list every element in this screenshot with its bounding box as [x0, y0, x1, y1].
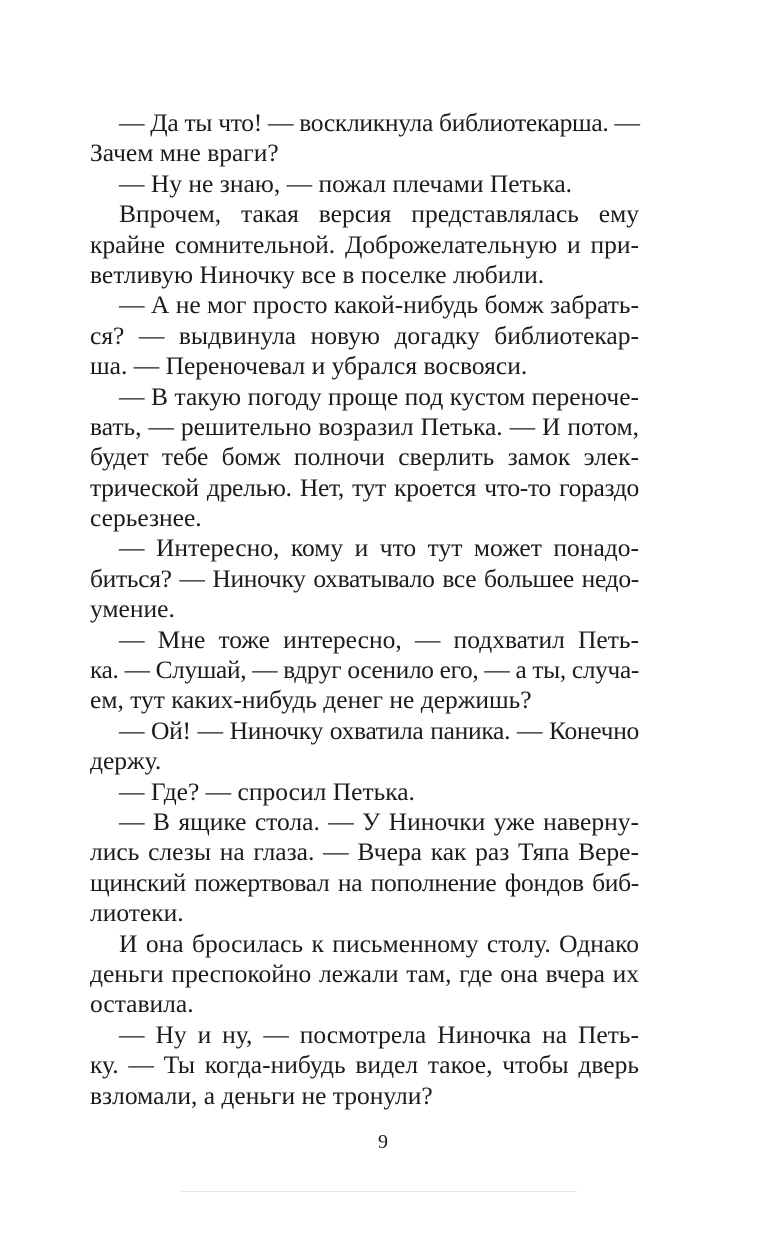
text-line: — Ну не знаю, — пожал плечами Петька.: [119, 168, 573, 198]
text-line: деньги преспокойно лежали там, где она вчера их: [90, 958, 639, 988]
page-number: 9: [378, 1131, 388, 1153]
text-line: ша. — Переночевал и убрался восвояси.: [90, 351, 528, 381]
text-line: крайне сомнительной. Доброжелательную и при-: [90, 229, 639, 259]
text-line: щинский пожертвовал на пополнение фондов биб-: [90, 867, 639, 897]
text-line: И она бросилась к письменному столу. Однако: [119, 928, 639, 958]
text-line: ку. — Ты когда-нибудь видел такое, чтобы дверь: [90, 1050, 639, 1080]
text-line: трической дрелью. Нет, тут кроется что-то гораздо: [90, 472, 639, 502]
text-line: ся? — выдвинула новую догадку библиотекар-: [90, 320, 639, 350]
text-line: умение.: [90, 594, 175, 624]
text-line: Зачем мне враги?: [90, 138, 279, 168]
text-line: взломали, а деньги не тронули?: [90, 1080, 433, 1110]
text-line: — А не мог просто какой-нибудь бомж забрать-: [119, 290, 639, 320]
text-line: биться? — Ниночку охватывало все большее недо-: [90, 563, 639, 593]
text-line: — В ящике стола. — У Ниночки уже наверну-: [119, 806, 639, 836]
text-line: Впрочем, такая версия представлялась ему: [119, 199, 639, 229]
footer-divider: [181, 1191, 577, 1192]
text-line: лись слезы на глаза. — Вчера как раз Тяпа Вере-: [90, 837, 639, 867]
text-line: — Интересно, кому и что тут может понадо-: [119, 533, 639, 563]
text-line: ем, тут каких-нибудь денег не держишь?: [90, 685, 532, 715]
text-line: лиотеки.: [90, 898, 184, 928]
text-line: держу.: [90, 746, 162, 776]
text-line: ветливую Ниночку все в поселке любили.: [90, 259, 545, 289]
text-line: вать, — решительно возразил Петька. — И потом,: [90, 411, 639, 441]
text-line: ка. — Слушай, — вдруг осенило его, — а ты, случа-: [90, 656, 639, 685]
text-line: будет тебе бомж полночи сверлить замок элек-: [90, 442, 639, 472]
text-line: — Ой! — Ниночку охватила паника. — Конечно: [119, 715, 639, 745]
body-text: [90, 108, 639, 1111]
text-line: — Где? — спросил Петька.: [119, 776, 415, 806]
text-line: серьезнее.: [90, 503, 202, 533]
text-line: — Да ты что! — воскликнула библиотекарша. —: [119, 108, 640, 137]
text-line: — В такую погоду проще под кустом переноче-: [119, 381, 639, 411]
text-line: — Мне тоже интересно, — подхватил Петь-: [119, 624, 639, 654]
text-line: оставила.: [90, 989, 194, 1019]
text-line: — Ну и ну, — посмотрела Ниночка на Петь-: [119, 1019, 639, 1049]
